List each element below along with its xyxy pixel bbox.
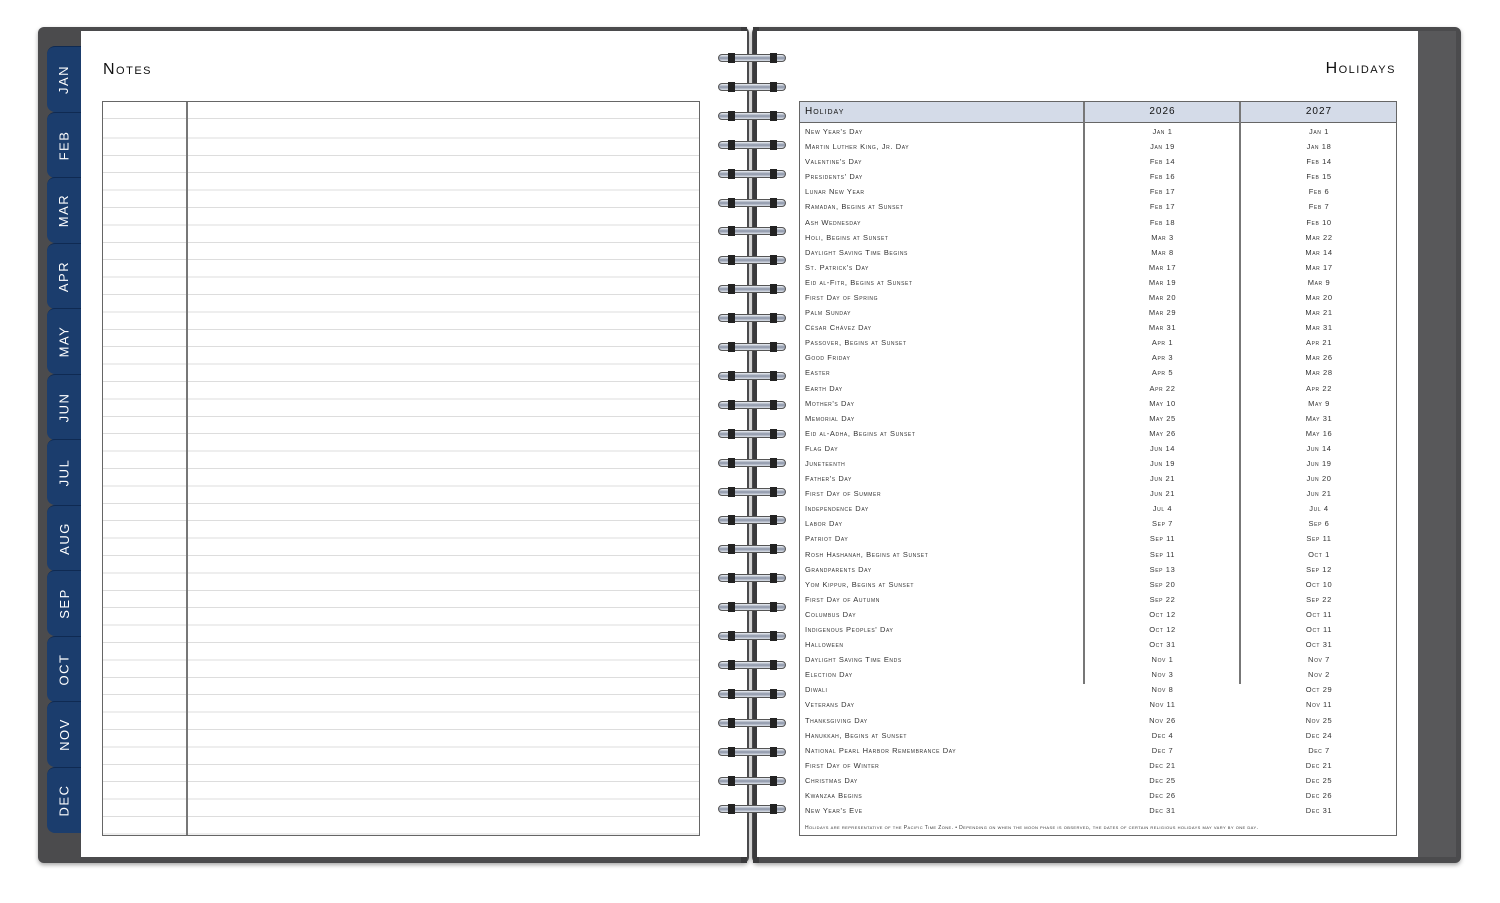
date-2027: Jun 19	[1306, 458, 1332, 468]
holiday-name: St. Patrick's Day	[805, 262, 869, 272]
table-row	[800, 592, 1396, 607]
date-2026: Oct 12	[1149, 609, 1176, 619]
spiral-coil	[718, 543, 786, 555]
holiday-name: Independence Day	[805, 504, 869, 514]
tab-apr[interactable]	[47, 243, 81, 309]
notes-lined-area[interactable]	[102, 101, 700, 836]
spiral-coil	[718, 659, 786, 671]
date-2026: Mar 29	[1148, 308, 1177, 318]
table-row	[800, 743, 1396, 758]
table-row	[800, 516, 1396, 531]
table-row	[800, 637, 1396, 652]
tab-label: APR	[56, 260, 72, 292]
holiday-name: Kwanzaa Begins	[805, 790, 863, 800]
spiral-coil	[718, 312, 786, 324]
date-2026: Apr 5	[1151, 368, 1174, 378]
tab-label: DEC	[56, 784, 72, 816]
holiday-name: Columbus Day	[805, 609, 857, 619]
date-2027: Oct 31	[1305, 640, 1333, 650]
holiday-name: New Year's Day	[805, 127, 863, 136]
holiday-name: Memorial Day	[805, 413, 855, 423]
table-row	[800, 456, 1396, 471]
table-row	[800, 305, 1396, 320]
holiday-name: Holi, Begins at Sunset	[805, 232, 889, 242]
date-2026: Sep 7	[1152, 519, 1173, 529]
holiday-name: Daylight Saving Time Ends	[805, 655, 902, 665]
footnote: Holidays are representative of the Pacific Time Zone. • Depending on when the moon phase is observed, the dates of certain religious holidays may vary by one day.	[805, 825, 1259, 831]
table-row	[800, 486, 1396, 501]
holiday-name: Ash Wednesday	[805, 217, 862, 227]
date-2026: Nov 3	[1151, 670, 1174, 680]
header-2027: 2027	[1305, 106, 1333, 117]
holiday-name: Mother's Day	[805, 398, 855, 408]
date-2026: Mar 19	[1148, 277, 1177, 287]
date-2027: Sep 6	[1308, 519, 1330, 529]
date-2027: Mar 20	[1305, 292, 1333, 302]
date-2026: Jun 21	[1150, 474, 1175, 484]
date-2027: Dec 24	[1305, 730, 1333, 740]
holiday-name: First Day of Winter	[805, 760, 880, 770]
tab-jul[interactable]	[47, 439, 81, 505]
date-2027: Mar 26	[1305, 353, 1333, 363]
table-row	[800, 758, 1396, 773]
tab-jun[interactable]	[47, 374, 81, 440]
spiral-coil	[718, 630, 786, 642]
date-2027: Mar 31	[1305, 323, 1333, 333]
date-2027: Feb 6	[1308, 187, 1330, 197]
holiday-name: Daylight Saving Time Begins	[805, 247, 908, 257]
table-row	[800, 169, 1396, 184]
spiral-coil	[718, 601, 786, 613]
holiday-name: Eid al-Fitr, Begins at Sunset	[805, 277, 913, 287]
date-2027: Jun 14	[1306, 443, 1332, 453]
date-2027: Feb 14	[1306, 157, 1332, 167]
table-row	[800, 713, 1396, 728]
date-2027: May 16	[1305, 428, 1333, 438]
date-2026: Dec 4	[1151, 730, 1174, 740]
table-row	[800, 728, 1396, 743]
date-2026: Feb 16	[1149, 172, 1176, 182]
date-2027: May 9	[1308, 398, 1330, 408]
date-2027: Apr 21	[1306, 338, 1332, 348]
date-2027: Mar 28	[1305, 368, 1333, 378]
holiday-name: Lunar New Year	[805, 187, 865, 197]
notes-title: Notes	[103, 61, 153, 78]
date-2026: Dec 21	[1149, 760, 1176, 770]
holiday-name: Labor Day	[805, 519, 843, 529]
holidays-table	[799, 101, 1397, 836]
date-2026: Feb 14	[1149, 157, 1176, 167]
table-row	[800, 577, 1396, 592]
spiral-coil	[718, 457, 786, 469]
date-2027: Mar 9	[1307, 277, 1331, 287]
date-2026: Dec 31	[1149, 806, 1176, 816]
table-row	[800, 260, 1396, 275]
spiral-coil	[718, 428, 786, 440]
spiral-coil	[718, 572, 786, 584]
holiday-name: Martin Luther King, Jr. Day	[805, 142, 910, 152]
holiday-name: Easter	[805, 368, 831, 378]
date-2027: Sep 11	[1306, 534, 1332, 544]
holiday-name: Ramadan, Begins at Sunset	[805, 202, 904, 212]
table-row	[800, 682, 1396, 697]
tab-label: JAN	[56, 64, 72, 95]
holiday-name: Grandparents Day	[805, 564, 872, 574]
table-row	[800, 562, 1396, 577]
date-2026: Jun 14	[1150, 443, 1175, 453]
date-2026: Mar 31	[1148, 323, 1177, 333]
tab-label: MAR	[56, 193, 72, 228]
holiday-name: Hanukkah, Begins at Sunset	[805, 730, 908, 740]
table-row	[800, 607, 1396, 622]
table-row	[800, 230, 1396, 245]
holiday-name: Veterans Day	[805, 700, 855, 710]
date-2026: Nov 8	[1151, 685, 1174, 695]
table-row	[800, 396, 1396, 411]
table-row	[800, 622, 1396, 637]
date-2027: Jun 21	[1306, 489, 1332, 499]
holiday-name: Thanksgiving Day	[805, 715, 868, 725]
table-row	[800, 335, 1396, 350]
table-row	[800, 501, 1396, 516]
holiday-name: Indigenous Peoples' Day	[805, 624, 894, 634]
tab-oct[interactable]	[47, 636, 81, 702]
holiday-name: Good Friday	[805, 353, 851, 363]
tab-jan[interactable]	[47, 46, 81, 112]
holiday-name: National Pearl Harbor Remembrance Day	[805, 745, 957, 755]
date-2026: Feb 18	[1149, 217, 1176, 227]
date-2027: Jul 4	[1309, 504, 1329, 514]
date-2027: Sep 12	[1306, 564, 1332, 574]
table-row	[800, 245, 1396, 260]
spiral-coil	[718, 688, 786, 700]
holiday-name: First Day of Summer	[805, 489, 882, 499]
table-row	[800, 803, 1396, 818]
table-row	[800, 320, 1396, 335]
date-2026: Sep 11	[1149, 534, 1176, 544]
date-2027: Nov 2	[1308, 670, 1330, 680]
spiral-coil	[718, 283, 786, 295]
holiday-name: First Day of Autumn	[805, 594, 880, 604]
date-2026: Sep 13	[1149, 564, 1176, 574]
date-2026: Oct 12	[1149, 624, 1176, 634]
spiral-coil	[718, 399, 786, 411]
table-row	[800, 471, 1396, 486]
spiral-coil	[718, 341, 786, 353]
date-2027: Mar 22	[1305, 232, 1333, 242]
tab-feb[interactable]	[47, 112, 81, 178]
date-2027: Dec 7	[1308, 745, 1330, 755]
date-2026: Jan 19	[1150, 142, 1175, 152]
holiday-name: Halloween	[805, 640, 844, 650]
date-2026: Mar 17	[1148, 262, 1177, 272]
tab-label: JUN	[56, 392, 72, 422]
spiral-coil	[718, 110, 786, 122]
date-2027: Oct 1	[1308, 549, 1330, 559]
date-2026: Apr 1	[1151, 338, 1174, 348]
date-2026: Jul 4	[1152, 504, 1173, 514]
date-2026: May 10	[1149, 398, 1176, 408]
table-row	[800, 381, 1396, 396]
spiral-coil	[718, 370, 786, 382]
date-2026: Apr 3	[1151, 353, 1174, 363]
date-2026: Nov 26	[1149, 715, 1176, 725]
spiral-coil	[718, 81, 786, 93]
holiday-name: Juneteenth	[805, 458, 846, 468]
table-row	[800, 215, 1396, 230]
tab-label: NOV	[56, 718, 72, 751]
date-2027: Apr 22	[1306, 383, 1332, 393]
spiral-coil	[718, 225, 786, 237]
date-2026: Mar 3	[1151, 232, 1174, 242]
holiday-name: First Day of Spring	[805, 292, 879, 302]
table-row	[800, 697, 1396, 712]
table-row	[800, 184, 1396, 199]
date-2026: Dec 25	[1149, 775, 1176, 785]
holiday-name: Passover, Begins at Sunset	[805, 338, 907, 348]
date-2026: Oct 31	[1149, 640, 1176, 650]
holidays-title: Holidays	[1325, 60, 1396, 77]
date-2027: Oct 29	[1305, 685, 1333, 695]
date-2026: Sep 11	[1149, 549, 1176, 559]
date-2027: Nov 25	[1305, 715, 1333, 725]
date-2026: Dec 26	[1149, 790, 1176, 800]
date-2027: Oct 10	[1305, 579, 1333, 589]
table-row	[800, 411, 1396, 426]
tab-label: AUG	[56, 521, 72, 555]
spiral-coil	[718, 139, 786, 151]
holiday-name: Valentine's Day	[805, 157, 863, 167]
holiday-name: César Chávez Day	[805, 323, 872, 333]
date-2026: Jan 1	[1152, 127, 1173, 136]
table-row	[800, 124, 1396, 139]
holiday-name: Yom Kippur, Begins at Sunset	[805, 579, 915, 589]
date-2026: May 25	[1149, 413, 1176, 423]
table-row	[800, 441, 1396, 456]
spiral-coil	[718, 746, 786, 758]
date-2027: Feb 7	[1308, 202, 1330, 212]
date-2027: Oct 11	[1306, 624, 1332, 634]
table-row	[800, 154, 1396, 169]
spiral-coil	[718, 775, 786, 787]
spiral-coil	[718, 197, 786, 209]
header-2026: 2026	[1149, 106, 1176, 117]
holiday-name: Earth Day	[805, 383, 843, 393]
date-2026: Jun 19	[1150, 458, 1175, 468]
date-2027: Oct 11	[1306, 609, 1332, 619]
date-2027: Nov 11	[1305, 700, 1333, 710]
date-2027: Mar 14	[1305, 247, 1333, 257]
holiday-name: Flag Day	[805, 443, 839, 453]
date-2027: Sep 22	[1306, 594, 1332, 604]
date-2027: Jun 20	[1306, 474, 1332, 484]
tab-nov[interactable]	[47, 701, 81, 767]
holiday-name: New Year's Eve	[805, 806, 863, 816]
table-row	[800, 199, 1396, 214]
date-2027: Feb 10	[1306, 217, 1332, 227]
date-2026: Apr 22	[1149, 383, 1176, 393]
date-2026: Mar 8	[1151, 247, 1174, 257]
date-2026: Nov 1	[1151, 655, 1174, 665]
table-row	[800, 652, 1396, 667]
date-2027: Jan 18	[1306, 142, 1332, 152]
spiral-coil	[718, 803, 786, 815]
date-2026: Feb 17	[1149, 187, 1176, 197]
date-2026: Nov 11	[1149, 700, 1176, 710]
table-row	[800, 139, 1396, 154]
tab-label: JUL	[56, 458, 72, 487]
table-row	[800, 275, 1396, 290]
tab-label: MAY	[56, 325, 72, 358]
date-2026: Mar 20	[1148, 292, 1177, 302]
date-2027: Dec 21	[1305, 760, 1333, 770]
date-2027: Nov 7	[1308, 655, 1330, 665]
date-2027: Dec 26	[1305, 790, 1333, 800]
table-row	[800, 547, 1396, 562]
holiday-name: Palm Sunday	[805, 308, 852, 318]
table-header	[800, 102, 1396, 123]
spiral-coil	[718, 486, 786, 498]
tab-label: FEB	[56, 130, 72, 160]
table-row	[800, 290, 1396, 305]
date-2027: Mar 17	[1305, 262, 1333, 272]
date-2026: Feb 17	[1149, 202, 1176, 212]
spiral-coil	[718, 168, 786, 180]
date-2027: Dec 25	[1305, 775, 1333, 785]
table-row	[800, 350, 1396, 365]
date-2027: Dec 31	[1305, 806, 1333, 816]
tab-sep[interactable]	[47, 570, 81, 636]
table-row	[800, 773, 1396, 788]
date-2026: Sep 20	[1149, 579, 1176, 589]
spiral-binding	[715, 40, 790, 850]
holiday-name: Diwali	[805, 685, 828, 695]
date-2026: May 26	[1149, 428, 1176, 438]
table-row	[800, 667, 1396, 682]
spiral-coil	[718, 254, 786, 266]
month-tabs	[47, 46, 81, 846]
tab-may[interactable]	[47, 308, 81, 374]
notes-column-divider	[186, 102, 188, 835]
table-row	[800, 426, 1396, 441]
tab-label: OCT	[56, 653, 72, 685]
table-row	[800, 531, 1396, 546]
tab-mar[interactable]	[47, 177, 81, 243]
holiday-name: Election Day	[805, 670, 853, 680]
date-2027: Jan 1	[1309, 127, 1329, 136]
holiday-name: Patriot Day	[805, 534, 849, 544]
spiral-coil	[718, 717, 786, 729]
date-2026: Dec 7	[1151, 745, 1174, 755]
right-edge-strip	[1418, 31, 1456, 857]
tab-label: SEP	[56, 588, 72, 619]
table-row	[800, 788, 1396, 803]
date-2027: Feb 15	[1306, 172, 1332, 182]
spiral-coil	[718, 52, 786, 64]
holiday-name: Presidents' Day	[805, 172, 863, 182]
holiday-name: Rosh Hashanah, Begins at Sunset	[805, 549, 929, 559]
holiday-name: Christmas Day	[805, 775, 858, 785]
tab-dec[interactable]	[47, 767, 81, 833]
holiday-name: Father's Day	[805, 474, 852, 484]
date-2027: Mar 21	[1305, 308, 1333, 318]
holiday-name: Eid al-Adha, Begins at Sunset	[805, 428, 916, 438]
date-2026: Jun 21	[1150, 489, 1175, 499]
date-2027: May 31	[1305, 413, 1333, 423]
date-2026: Sep 22	[1149, 594, 1176, 604]
spiral-coil	[718, 514, 786, 526]
table-row	[800, 365, 1396, 380]
header-holiday: Holiday	[805, 106, 845, 117]
tab-aug[interactable]	[47, 505, 81, 571]
